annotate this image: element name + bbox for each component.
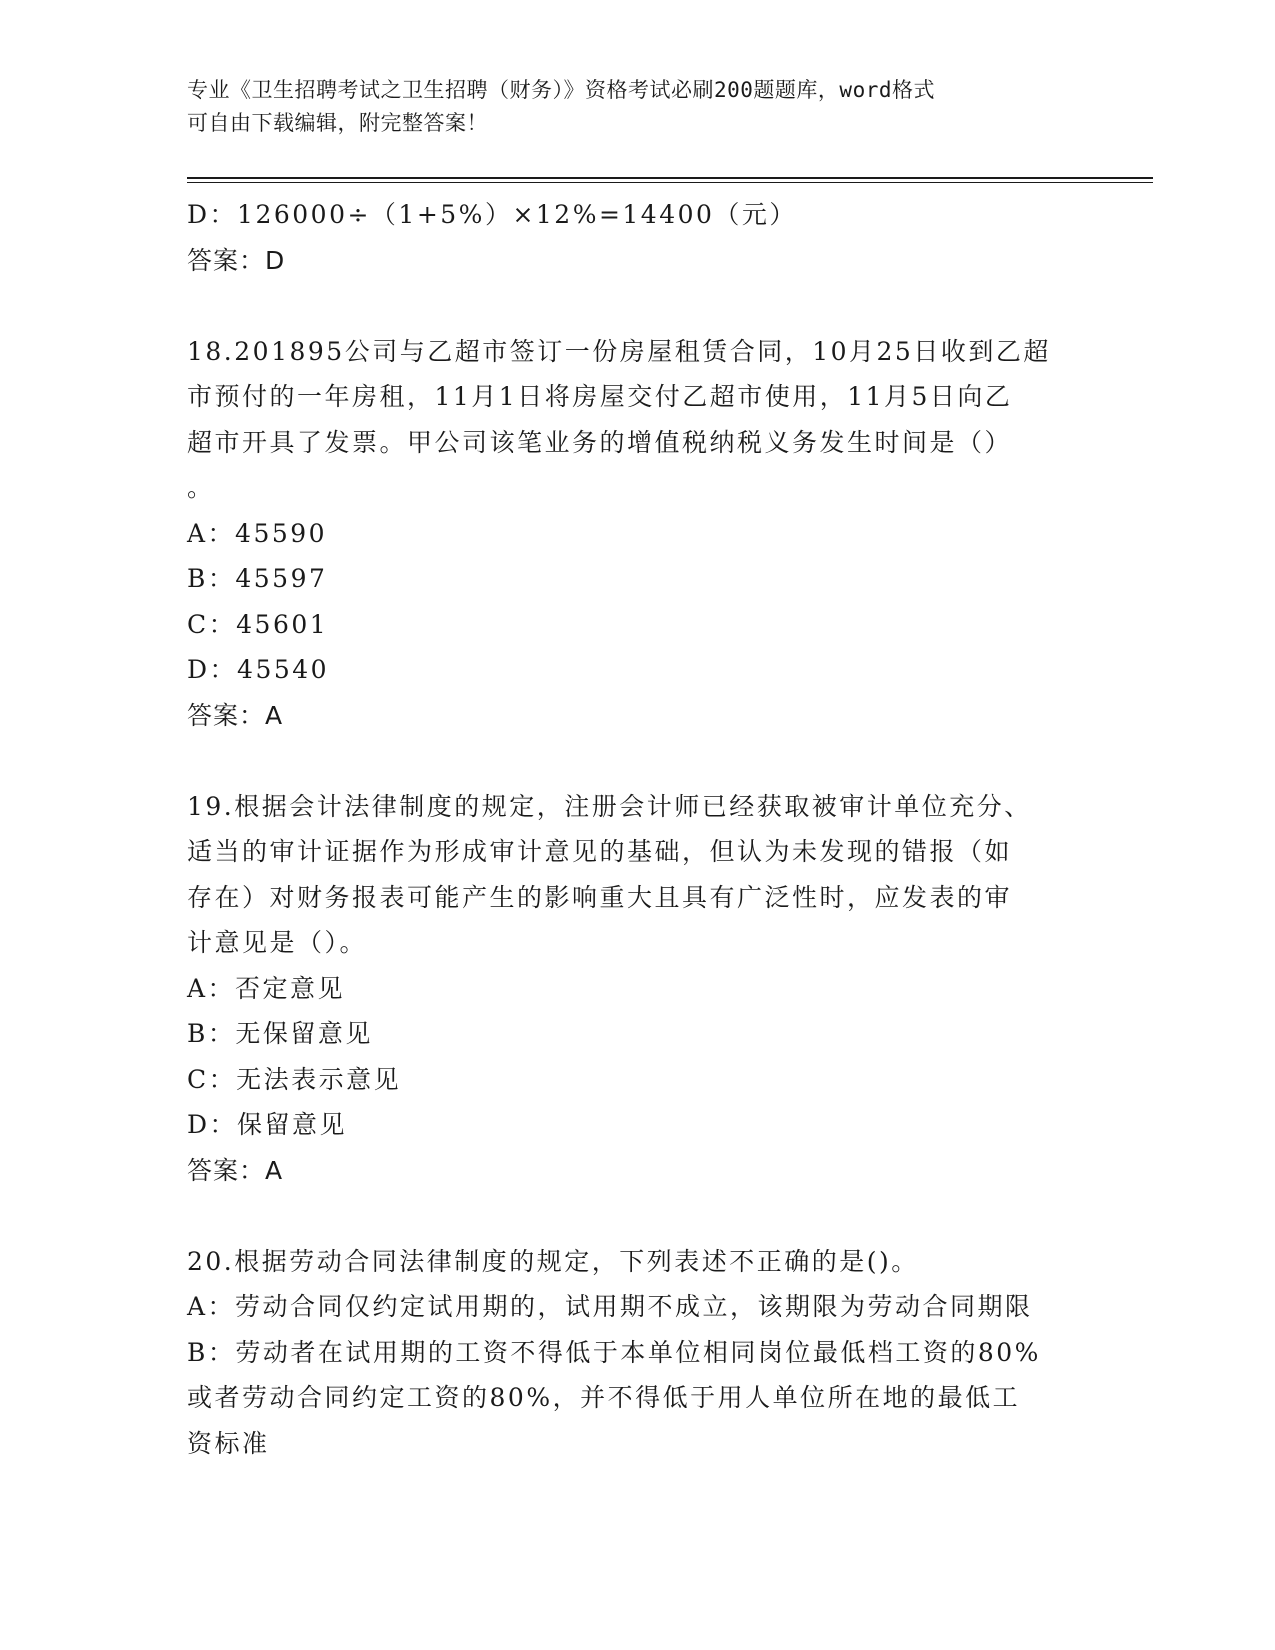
question-20 [187, 1239, 1087, 1467]
document-body [187, 192, 1087, 1466]
question-text-line: 适当的审计证据作为形成审计意见的基础，但认为未发现的错报（如 [187, 837, 1013, 866]
option-a: A：劳动合同仅约定试用期的，试用期不成立，该期限为劳动合同期限 [187, 1292, 1033, 1321]
option-b: B：劳动者在试用期的工资不得低于本单位相同岗位最低档工资的80% [187, 1337, 1041, 1367]
question-text-line: 超市开具了发票。甲公司该笔业务的增值税纳税义务发生时间是（） [187, 427, 1013, 457]
option-b: B：45597 [187, 564, 328, 593]
question-text-line: 市预付的一年房租，11月1日将房屋交付乙超市使用，11月5日向乙 [187, 382, 1013, 411]
option-b: B：无保留意见 [187, 1019, 373, 1048]
question-19 [187, 784, 1087, 1194]
option-d: D：保留意见 [187, 1110, 348, 1139]
header-rule-thick [187, 177, 1153, 179]
header-line-1: 专业《卫生招聘考试之卫生招聘（财务）》资格考试必刷200题题库，word格式 [187, 78, 935, 102]
option-d: D：45540 [187, 655, 330, 684]
question-text-line: 存在）对财务报表可能产生的影响重大且具有广泛性时，应发表的审 [187, 882, 1013, 912]
question-18 [187, 329, 1087, 739]
answer-line: 答案：D [187, 245, 286, 275]
document-header [187, 74, 1067, 140]
previous-question-tail [187, 192, 1087, 283]
option-a: A：否定意见 [187, 973, 346, 1003]
question-text-line: 。 [187, 473, 215, 502]
option-b-continued: 资标准 [187, 1428, 270, 1458]
answer-line: 答案：A [187, 1155, 284, 1185]
question-text-line: 19.根据会计法律制度的规定，注册会计师已经获取被审计单位充分、 [187, 791, 1032, 821]
question-text-line: 18.201895公司与乙超市签订一份房屋租赁合同，10月25日收到乙超 [187, 336, 1051, 366]
option-c: C：45601 [187, 609, 329, 639]
option-a: A：45590 [187, 518, 328, 548]
header-line-2: 可自由下载编辑，附完整答案！ [187, 111, 488, 135]
option-d: D：126000÷（1+5%）×12%=14400（元） [187, 200, 797, 229]
question-text-line: 计意见是（）。 [187, 928, 368, 957]
option-c: C：无法表示意见 [187, 1064, 402, 1094]
header-rule-thin [187, 182, 1153, 183]
option-b-continued: 或者劳动合同约定工资的80%，并不得低于用人单位所在地的最低工 [187, 1383, 1021, 1412]
question-text-line: 20.根据劳动合同法律制度的规定，下列表述不正确的是()。 [187, 1246, 919, 1276]
answer-line: 答案：A [187, 700, 284, 730]
